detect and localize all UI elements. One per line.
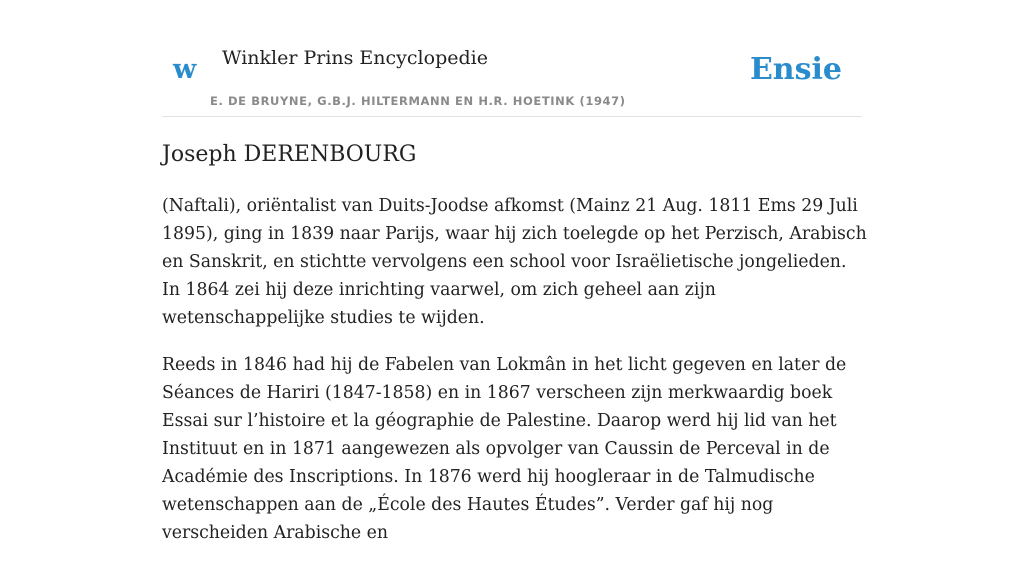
article-title: Joseph DERENBOURG [162,142,417,167]
article-paragraph: (Naftali), oriëntalist van Duits-Joodse afkomst (Mainz 21 Aug. 1811 Ems 29 Juli 1895), ging in 1839 naar Parijs, waar hij zich toelegde op het Perzisch, Arabisch en Sanskrit, en stichtte vervolgens een school voor Israëlietische jongelieden. In 1864 zei hij deze inrichting vaarwel, om zich geheel aan zijn wetenschappelijke studies te wijden. [162,196,867,328]
article-paragraph: Reeds in 1846 had hij de Fabelen van Lokmân in het licht gegeven en later de Séances de Hariri (1847-1858) en in 1867 verscheen zijn merkwaardig boek Essai sur l’histoire et la géographie de Palestine. Daarop werd hij lid van het Instituut en in 1871 aangewezen als opvolger van Caussin de Perceval in de Académie des Inscriptions. In 1876 werd hij hoogleraar in de Talmudische wetenschappen aan de „École des Hautes Études”. Verder gaf hij nog verscheiden Arabische en [162,355,847,543]
brand-logo[interactable]: Ensie [749,52,842,87]
encyclopedia-authors: E. DE BRUYNE, G.B.J. HILTERMANN EN H.R. HOETINK (1947) [210,94,626,108]
encyclopedia-logo[interactable]: w [173,54,197,85]
article-body [162,192,868,566]
encyclopedia-title[interactable]: Winkler Prins Encyclopedie [222,47,488,69]
site-header [162,0,862,117]
